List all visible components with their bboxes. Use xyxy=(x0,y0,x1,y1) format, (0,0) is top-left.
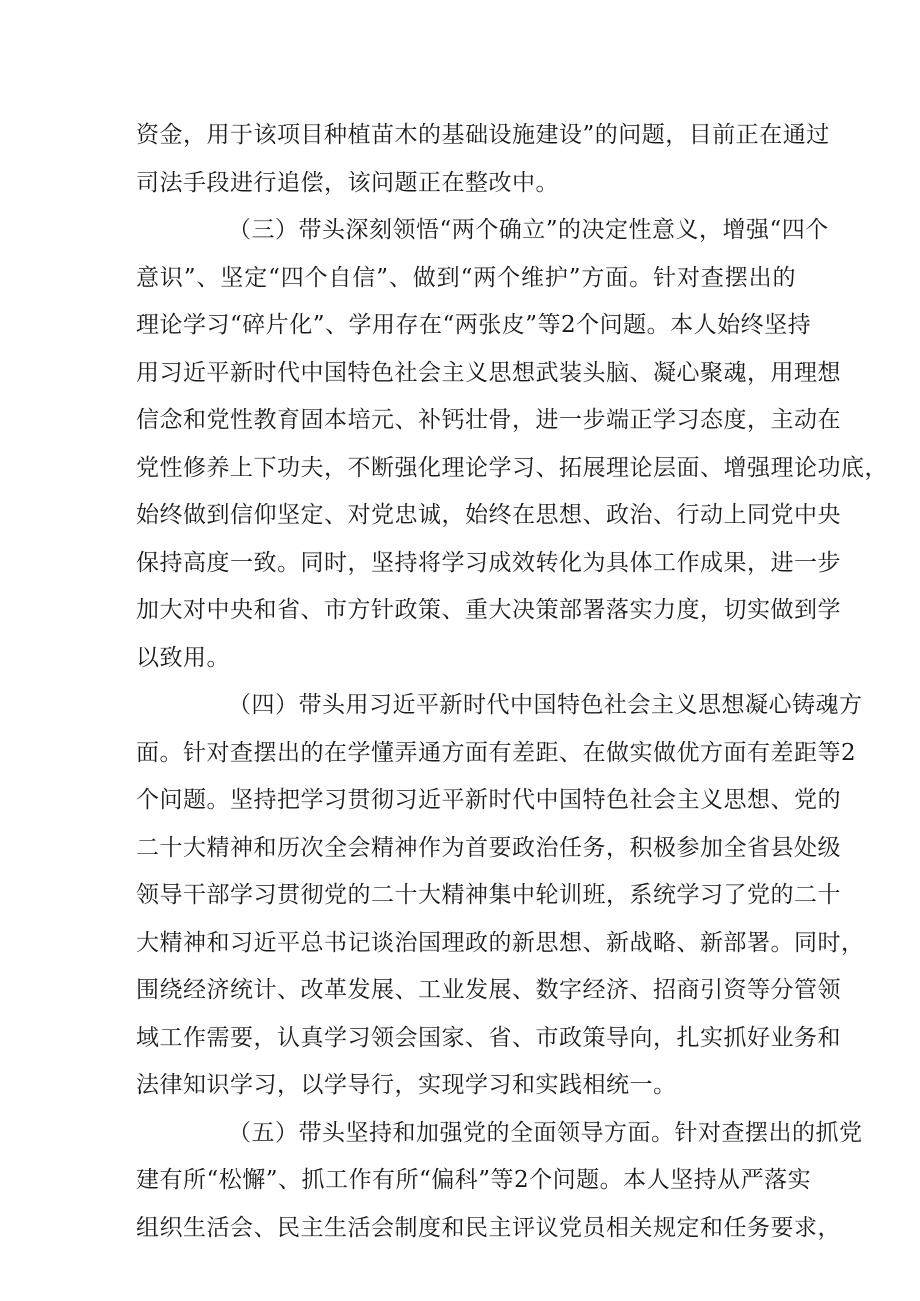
text-line: 围绕经济统计、改革发展、工业发展、数字经济、招商引资等分管领 xyxy=(136,977,841,1003)
text-line: 保持高度一致。同时，坚持将学习成效转化为具体工作成果，进一步 xyxy=(136,549,841,576)
text-line: 法律知识学习，以学导行，实现学习和实践相统一。 xyxy=(136,1072,677,1098)
text-line: 资金，用于该项目种植苗木的基础设施建设”的问题，目前正在通过 xyxy=(136,122,830,148)
text-line: 始终做到信仰坚定、对党忠诚，始终在思想、政治、行动上同党中央 xyxy=(136,502,841,528)
text-line: 用习近平新时代中国特色社会主义思想武装头脑、凝心聚魂，用理想 xyxy=(136,359,841,386)
text-line: 加大对中央和省、市方针政策、重大决策部署落实力度，切实做到学 xyxy=(136,597,841,623)
text-line: 建有所“松懈”、抓工作有所“偏科”等2个问题。本人坚持从严落实 xyxy=(136,1167,812,1193)
text-line: 党性修养上下功夫，不断强化理论学习、拓展理论层面、增强理论功底， xyxy=(136,454,888,481)
paragraph-heading-line: （五）带头坚持和加强党的全面领导方面。针对查摆出的抓党 xyxy=(228,1119,863,1146)
paragraph-heading-line: （三）带头深刻领悟“两个确立”的决定性意义，增强“四个 xyxy=(228,217,829,243)
paragraph-heading-line: （四）带头用习近平新时代中国特色社会主义思想凝心铸魂方 xyxy=(228,692,863,718)
text-line: 面。针对查摆出的在学懂弄通方面有差距、在做实做优方面有差距等2 xyxy=(136,739,857,766)
text-line: 二十大精神和历次全会精神作为首要政治任务，积极参加全省县处级 xyxy=(136,834,841,861)
text-line: 域工作需要，认真学习领会国家、省、市政策导向，扎实抓好业务和 xyxy=(136,1024,841,1051)
text-line: 个问题。坚持把学习贯彻习近平新时代中国特色社会主义思想、党的 xyxy=(136,787,841,813)
text-line: 组织生活会、民主生活会制度和民主评议党员相关规定和任务要求， xyxy=(136,1214,841,1241)
document-body xyxy=(136,112,888,1252)
text-line: 意识”、坚定“四个自信”、做到“两个维护”方面。针对查摆出的 xyxy=(136,264,796,291)
text-line: 领导干部学习贯彻党的二十大精神集中轮训班，系统学习了党的二十 xyxy=(136,882,841,908)
text-line: 大精神和习近平总书记谈治国理政的新思想、新战略、新部署。同时， xyxy=(136,929,865,956)
text-line: 理论学习“碎片化”、学用存在“两张皮”等2个问题。本人始终坚持 xyxy=(136,312,812,338)
text-line: 司法手段进行追偿，该问题正在整改中。 xyxy=(136,169,559,196)
text-line: 信念和党性教育固本培元、补钙壮骨，进一步端正学习态度，主动在 xyxy=(136,407,841,433)
text-line: 以致用。 xyxy=(136,644,230,671)
